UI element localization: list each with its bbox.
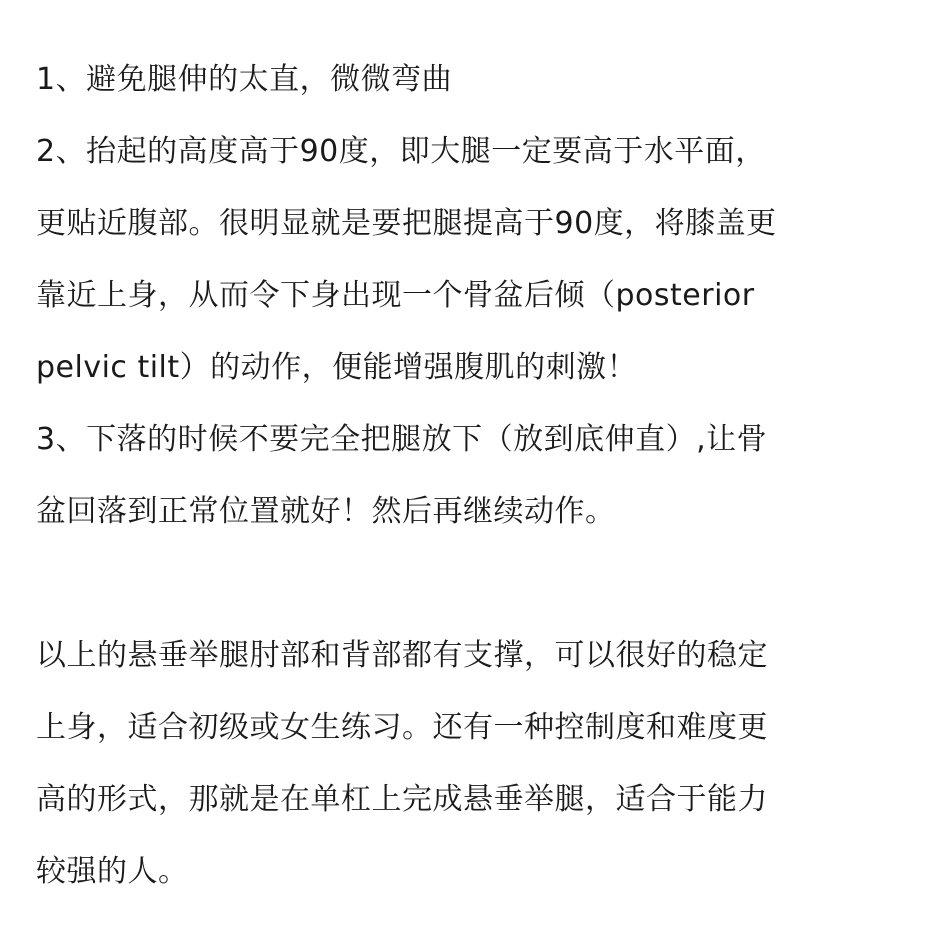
text-line: 上身，适合初级或女生练习。还有一种控制度和难度更 — [36, 710, 768, 745]
tip-1-paragraph — [36, 44, 899, 116]
text-line: 高的形式，那就是在单杠上完成悬垂举腿，适合于能力 — [36, 782, 768, 817]
tip-3-paragraph — [36, 404, 899, 548]
text-line: 盆回落到正常位置就好！然后再继续动作。 — [36, 494, 616, 529]
text-line: 以上的悬垂举腿肘部和背部都有支撑，可以很好的稳定 — [36, 638, 768, 673]
text-line: 靠近上身，从而令下身出现一个骨盆后倾（posterior — [36, 278, 755, 313]
text-line: 较强的人。 — [36, 854, 189, 889]
text-line: 1、避免腿伸的太直，微微弯曲 — [36, 62, 453, 97]
text-line: 更贴近腹部。很明显就是要把腿提高于90度，将膝盖更 — [36, 206, 777, 241]
summary-paragraph — [36, 620, 899, 908]
tip-2-paragraph — [36, 116, 899, 404]
text-line: 3、下落的时候不要完全把腿放下（放到底伸直）,让骨 — [36, 422, 768, 457]
text-line: 2、抬起的高度高于90度，即大腿一定要高于水平面， — [36, 134, 766, 169]
text-line: pelvic tilt）的动作，便能增强腹肌的刺激！ — [36, 350, 638, 385]
paragraph-spacer — [36, 548, 899, 620]
